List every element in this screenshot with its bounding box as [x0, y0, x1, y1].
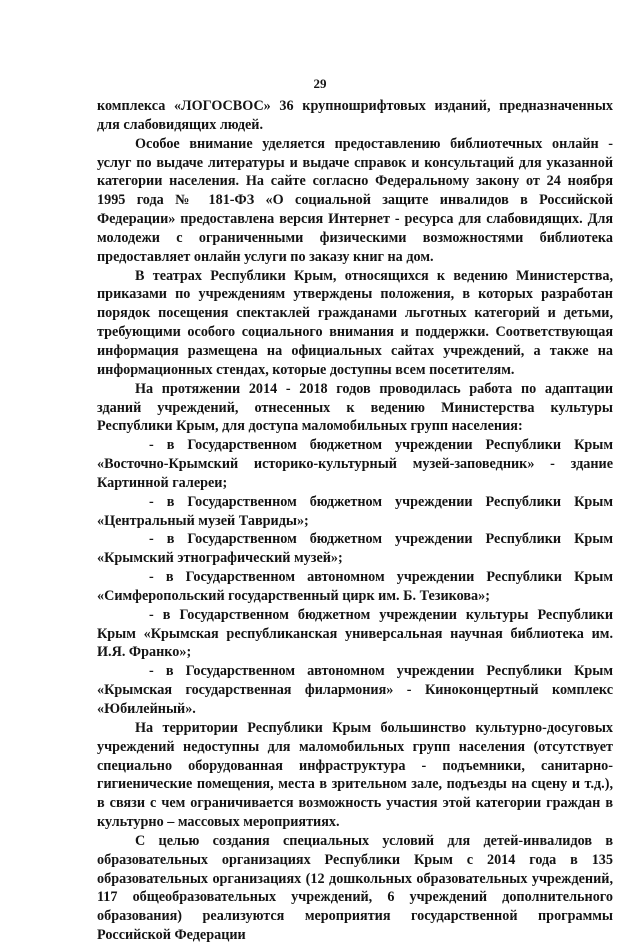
paragraph-building-adaptation: На протяжении 2014 - 2018 годов проводилась работа по адаптации зданий учреждений, отнесенных к ведению Министерства культуры Республики Крым, для доступа маломобильных групп населения:	[97, 380, 613, 435]
list-item-library: - в Государственном бюджетном учреждении культуры Республики Крым «Крымская республиканская универсальная научная библиотека им. И.Я. Франко»;	[97, 606, 613, 661]
list-item-ethnographic-museum: - в Государственном бюджетном учреждении Республики Крым «Крымский этнографический музей»;	[97, 531, 613, 567]
page-number: 29	[313, 76, 327, 91]
list-item-tauride-museum: - в Государственном бюджетном учреждении Республики Крым «Центральный музей Тавриды»;	[97, 493, 613, 529]
body-text	[97, 97, 613, 945]
list-item-philharmonic: - в Государственном автономном учреждении Республики Крым «Крымская государственная филармония» - Киноконцертный комплекс «Юбилейный».	[97, 663, 613, 717]
paragraph-accessibility-gaps: На территории Республики Крым большинство культурно-досуговых учреждений недоступны для маломобильных групп населения (отсутствует специально оборудованная инфраструктура - подъемники, санитарно-гигиенические помещения, места в зрительном зале, подъезды на сцену и т.д.), в связи с чем ограничивается возможность участия этой категории граждан в культурно – массовых мероприятиях.	[97, 719, 613, 831]
list-item-circus: - в Государственном автономном учреждении Республики Крым «Симферопольский государственный цирк им. Б. Тезикова»;	[97, 569, 613, 604]
paragraph-continuation: комплекса «ЛОГОСВОС» 36 крупношрифтовых изданий, предназначенных для слабовидящих людей.	[97, 98, 613, 133]
list-item-east-crimea-museum: - в Государственном бюджетном учреждении Республики Крым «Восточно-Крымский историко-культурный музей-заповедник» - здание Картинной галереи;	[97, 437, 613, 491]
paragraph-education: С целью создания специальных условий для детей-инвалидов в образовательных организациях Республики Крым с 2014 года в 135 образовательных организациях (12 дошкольных образовательных учреждений, 117 общеобразовательных учреждений, 6 учреждений дополнительного образования) реализуются мероприятия государственной программы Российской Федерации	[97, 832, 613, 944]
paragraph-online-services: Особое внимание уделяется предоставлению библиотечных онлайн - услуг по выдаче литературы и выдаче справок и консультаций для указанной категории населения. На сайте согласно Федеральному закону от 24 ноября 1995 года № 181-ФЗ «О социальной защите инвалидов в Российской Федерации» предоставлена версия Интернет - ресурса для слабовидящих. Для молодежи с ограниченными физическими возможностями библиотека предоставляет онлайн услуги по заказу книг на дом.	[97, 135, 613, 265]
paragraph-theatres: В театрах Республики Крым, относящихся к ведению Министерства, приказами по учреждениям утверждены положения, в которых разработан порядок посещения спектаклей гражданами льготных категорий и детьми, требующими особого социального внимания и поддержки. Соответствующая информация размещена на официальных сайтах учреждений, а также на информационных стендах, которые доступны всем посетителям.	[97, 267, 613, 378]
